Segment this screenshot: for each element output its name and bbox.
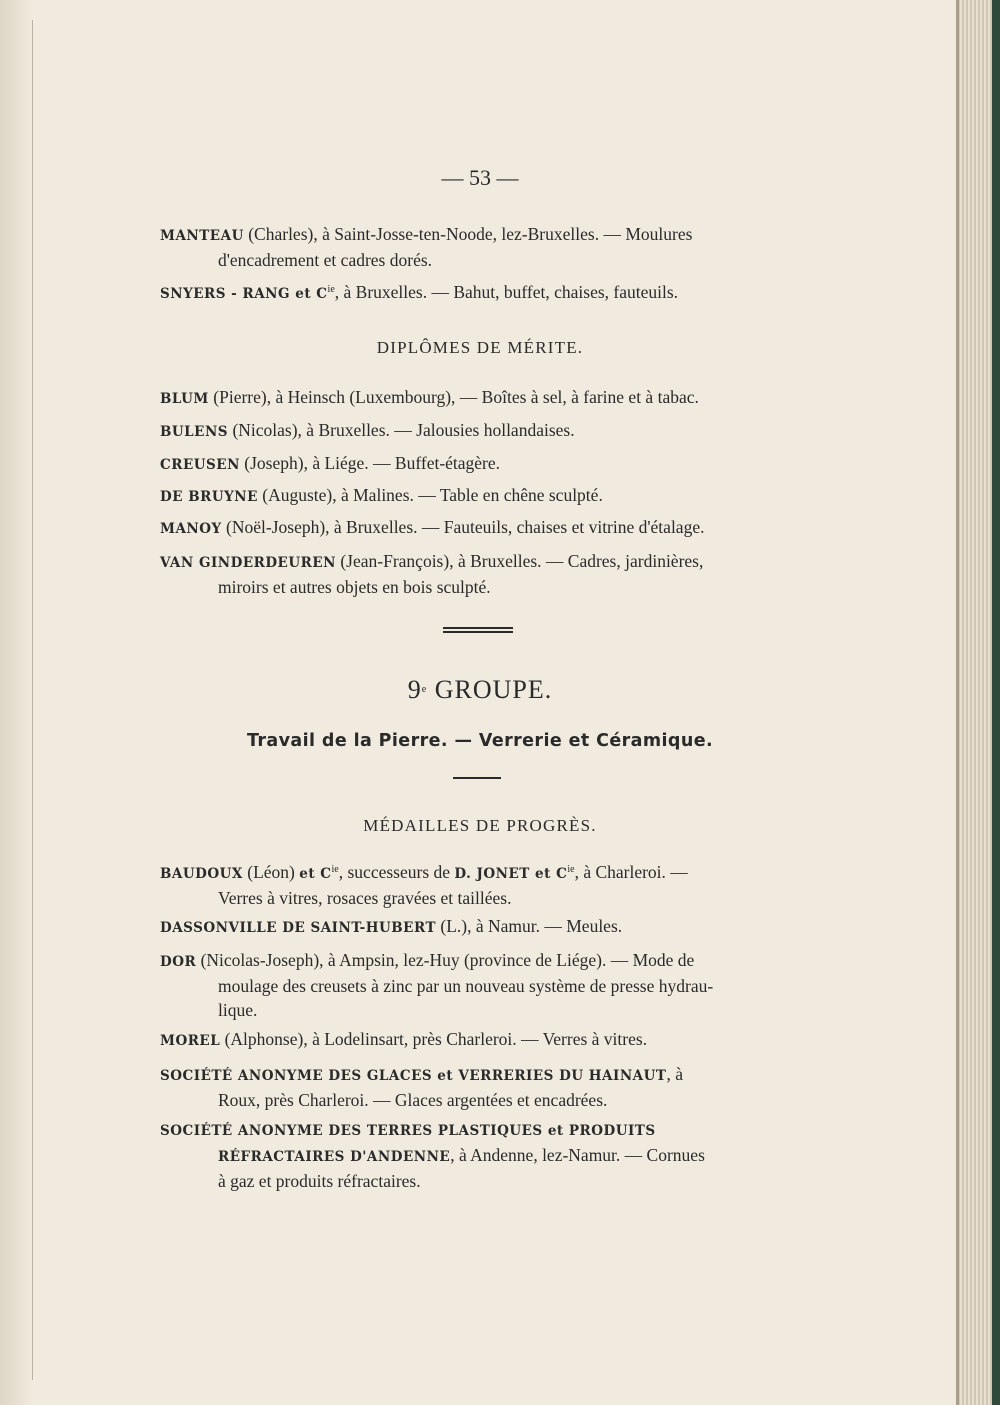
group-subtitle: Travail de la Pierre. — Verrerie et Céramique. [246, 731, 714, 751]
entry-societe-glaces [160, 1062, 683, 1112]
section-heading-diplomes: DIPLÔMES DE MÉRITE. [376, 338, 584, 357]
entry-de-bruyne [160, 483, 603, 509]
entry-continuation: d'encadrement et cadres dorés. [218, 250, 433, 270]
conjunction: et [542, 1123, 569, 1139]
entry-baudoux [160, 860, 688, 910]
exhibitor-name: DASSONVILLE DE SAINT-HUBERT [160, 920, 436, 936]
entry-text: (Charles), à Saint-Josse-ten-Noode, lez-Bruxelles. — Moulures [243, 224, 693, 244]
entry-continuation: à gaz et produits réfractaires. [218, 1171, 421, 1191]
group-title [0, 675, 960, 705]
exhibitor-name: MANOY [160, 521, 222, 537]
entry-text: , à [666, 1064, 683, 1084]
double-rule-top [443, 627, 513, 629]
exhibitor-name: SNYERS - RANG [160, 286, 291, 302]
section-rule [453, 777, 501, 779]
exhibitor-name: MOREL [160, 1033, 221, 1049]
exhibitor-name: RÉFRACTAIRES D'ANDENNE [218, 1149, 451, 1165]
exhibitor-name: SOCIÉTÉ ANONYME DES TERRES PLASTIQUES [160, 1123, 543, 1139]
superscript: ie [567, 864, 575, 875]
entry-van-ginderdeuren [160, 549, 703, 599]
entry-morel [160, 1027, 647, 1053]
exhibitor-name: DOR [160, 954, 197, 970]
exhibitor-name: BULENS [160, 424, 229, 440]
exhibitor-name: CREUSEN [160, 457, 240, 473]
entry-text: (Noël-Joseph), à Bruxelles. — Fauteuils, chaises et vitrine d'étalage. [221, 517, 705, 537]
entry-continuation: Verres à vitres, rosaces gravées et taillées. [218, 888, 512, 908]
entry-text: (Jean-François), à Bruxelles. — Cadres, jardinières, [335, 551, 704, 571]
entry-text: , à Bruxelles. — Bahut, buffet, chaises, fauteuils. [334, 282, 679, 302]
exhibitor-name: VAN GINDERDEUREN [160, 555, 336, 571]
entry-continuation [160, 1143, 705, 1169]
company-suffix: C [315, 866, 332, 882]
entry-continuation: Roux, près Charleroi. — Glaces argentées et encadrées. [218, 1090, 608, 1110]
entry-dor [160, 948, 713, 1022]
entry-text: (Pierre), à Heinsch (Luxembourg), — Boîtes à sel, à farine et à tabac. [208, 387, 699, 407]
entry-continuation: lique. [218, 1000, 258, 1020]
entry-dassonville [160, 914, 622, 940]
conjunction: et [432, 1068, 459, 1084]
exhibitor-name: MANTEAU [160, 228, 244, 244]
entry-societe-terres [160, 1117, 705, 1193]
exhibitor-name: PRODUITS [568, 1123, 656, 1139]
conjunction: et [299, 866, 316, 882]
section-heading-medailles: MÉDAILLES DE PROGRÈS. [363, 816, 597, 835]
entry-text: (Nicolas), à Bruxelles. — Jalousies hollandaises. [228, 420, 575, 440]
entry-text: (Auguste), à Malines. — Table en chêne sculpté. [257, 485, 603, 505]
entry-text: (Nicolas-Joseph), à Ampsin, lez-Huy (province de Liége). — Mode de [196, 950, 695, 970]
entry-text: (Léon) [242, 862, 300, 882]
entry-text: , à Andenne, lez-Namur. — Cornues [450, 1145, 705, 1165]
superscript: e [421, 684, 428, 695]
superscript: ie [327, 284, 335, 295]
group-number: 9 [407, 675, 422, 704]
exhibitor-name: D. JONET [454, 866, 530, 882]
entry-continuation: miroirs et autres objets en bois sculpté. [218, 577, 491, 597]
superscript: ie [331, 864, 339, 875]
exhibitor-name: SOCIÉTÉ ANONYME DES GLACES [160, 1068, 433, 1084]
entry-continuation: moulage des creusets à zinc par un nouveau système de presse hydrau- [218, 976, 714, 996]
exhibitor-name: VERRERIES DU HAINAUT [458, 1068, 667, 1084]
exhibitor-name: BLUM [160, 391, 209, 407]
double-rule-bottom [443, 631, 513, 633]
exhibitor-name: BAUDOUX [160, 866, 243, 882]
group-label: GROUPE. [427, 675, 553, 704]
entry-text: , à Charleroi. — [574, 862, 688, 882]
company-suffix: C [556, 866, 568, 882]
entry-bulens [160, 418, 575, 444]
entry-snyers-rang [160, 280, 678, 306]
entry-text: , successeurs de [338, 862, 455, 882]
entry-text: (Alphonse), à Lodelinsart, près Charleroi. — Verres à vitres. [220, 1029, 648, 1049]
exhibitor-name: DE BRUYNE [160, 489, 258, 505]
entry-text: (Joseph), à Liége. — Buffet-étagère. [239, 453, 501, 473]
entry-creusen [160, 451, 500, 477]
company-suffix: et C [290, 286, 328, 302]
entry-manoy [160, 515, 704, 541]
book-cover-edge [992, 0, 1000, 1405]
entry-blum [160, 385, 699, 411]
entry-manteau [160, 222, 692, 272]
entry-text: (L.), à Namur. — Meules. [436, 916, 623, 936]
conjunction: et [529, 866, 557, 882]
page-number: — 53 — [441, 165, 519, 190]
